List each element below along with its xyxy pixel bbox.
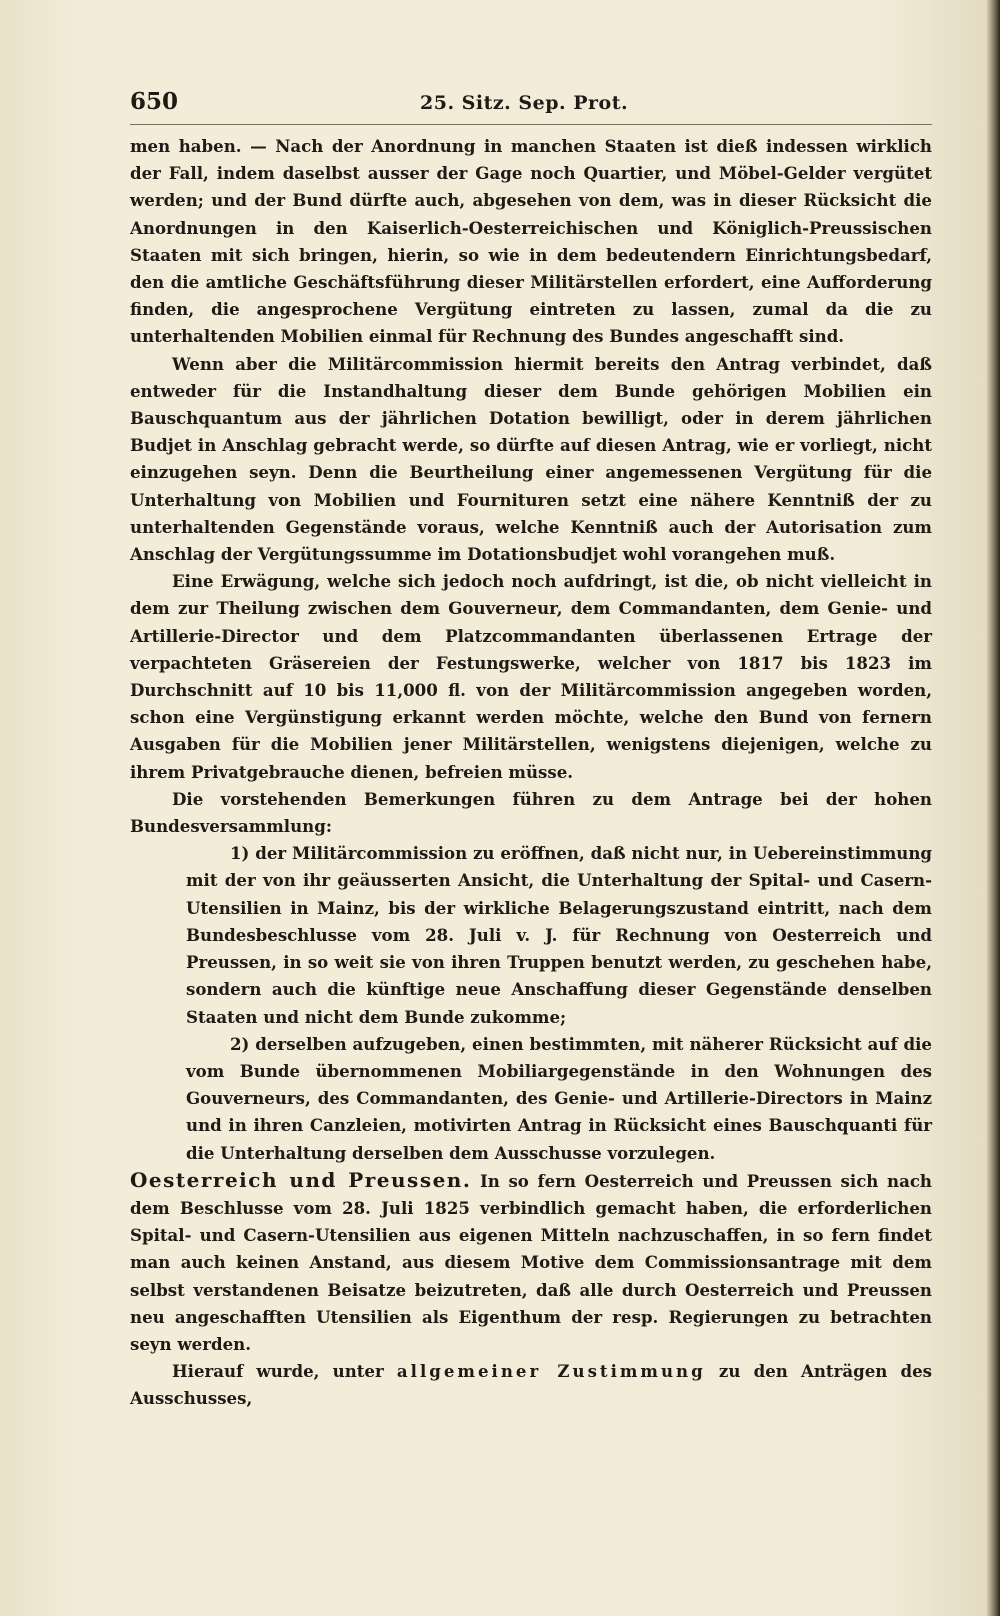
paragraph-6 [130, 1358, 932, 1412]
page-number: 650 [130, 88, 179, 115]
book-spine-shadow [986, 0, 1000, 1616]
speaker-label: Oesterreich und Preussen. [130, 1167, 472, 1192]
paragraph-3: Eine Erwägung, welche sich jedoch noch aufdringt, ist die, ob nicht vielleicht in dem zur Theilung zwischen dem Gouverneur, dem Commandanten, dem Genie- und Artillerie-Director und dem Platzcommandanten überlassenen Ertrage der verpachteten Gräsereien der Festungswerke, welcher von 1817 bis 1823 im Durchschnitt auf 10 bis 11,000 fl. von der Militärcommission angegeben worden, schon eine Vergünstigung erkannt werden möchte, welche den Bund von fernern Ausgaben für die Mobilien jener Militärstellen, wenigstens diejenigen, welche zu ihrem Privatgebrauche dienen, befreien müsse. [130, 571, 932, 782]
page-header [130, 88, 932, 125]
paragraph-6-start: Hierauf wurde, unter [172, 1361, 384, 1382]
list-item-2: 2) derselben aufzugeben, einen bestimmten, mit näherer Rücksicht auf die vom Bunde übernommenen Mobiliargegenstände in den Wohnungen des Gouverneurs, des Commandanten, des Genie- und Artillerie-Directors in Mainz und in ihren Canzleien, motivirten Antrag in Rücksicht eines Bauschquanti für die Unterhaltung derselben dem Ausschusse vorzulegen. [186, 1033, 932, 1163]
paragraph-1: men haben. — Nach der Anordnung in manchen Staaten ist dieß indessen wirklich der Fall, indem daselbst ausser der Gage noch Quartier, und Möbel-Gelder vergütet werden; und der Bund dürfte auch, abgesehen von dem, was in dieser Rücksicht die Anordnungen in den Kaiserlich-Oesterreichischen und Königlich-Preussischen Staaten mit sich bringen, hierin, so wie in dem bedeutendern Einrichtungsbedarf, den die amtliche Geschäftsführung dieser Militärstellen erfordert, eine Aufforderung finden, die angesprochene Vergütung eintreten zu lassen, zumal da die zu unterhaltenden Mobilien einmal für Rechnung des Bundes angeschafft sind. [130, 136, 932, 347]
paragraph-4: Die vorstehenden Bemerkungen führen zu dem Antrage bei der hohen Bundesversammlung: [130, 788, 932, 837]
paragraph-6-end: zu den Anträgen des Ausschusses, [130, 1361, 932, 1409]
paragraph-6-emphasis: allgemeiner Zustimmung [396, 1361, 706, 1382]
paragraph-5-text: In so fern Oesterreich und Preussen sich nach dem Beschlusse vom 28. Juli 1825 verbindlich gemacht haben, die erforderlichen Spital- und Casern-Utensilien aus eigenen Mitteln nachzuschaffen, in so fern findet man auch keinen Anstand, aus diesem Motive dem Commissionsantrage mit dem selbst verstandenen Beisatze beizutreten, daß alle durch Oesterreich und Preussen neu angeschafften Utensilien als Eigenthum der resp. Regierungen zu betrachten seyn werden. [130, 1170, 932, 1354]
running-title: 25. Sitz. Sep. Prot. [420, 92, 629, 114]
paragraph-5 [130, 1167, 932, 1358]
list-item-1: 1) der Militärcommission zu eröffnen, daß nicht nur, in Uebereinstimmung mit der von ihr geäusserten Ansicht, die Unterhaltung der Spital- und Casern-Utensilien in Mainz, bis der wirkliche Belagerungszustand eintritt, nach dem Bundesbeschlusse vom 28. Juli v. J. für Rechnung von Oesterreich und Preussen, in so weit sie von ihren Truppen benutzt werden, zu geschehen habe, sondern auch die künftige neue Anschaffung dieser Gegenstände denselben Staaten und nicht dem Bunde zukomme; [186, 843, 932, 1027]
paragraph-2: Wenn aber die Militärcommission hiermit bereits den Antrag verbindet, daß entweder für die Instandhaltung dieser dem Bunde gehörigen Mobilien ein Bauschquantum aus der jährlichen Dotation bewilligt, oder in derem jährlichen Budjet in Anschlag gebracht werde, so dürfte auf diesen Antrag, wie er vorliegt, nicht einzugehen seyn. Denn die Beurtheilung einer angemessenen Vergütung für die Unterhaltung von Mobilien und Fournituren setzt eine nähere Kenntniß der zu unterhaltenden Gegenstände voraus, welche Kenntniß auch der Autorisation zum Anschlag der Vergütungssumme im Dotationsbudjet wohl vorangehen muß. [130, 353, 932, 565]
page-content [130, 88, 932, 1413]
